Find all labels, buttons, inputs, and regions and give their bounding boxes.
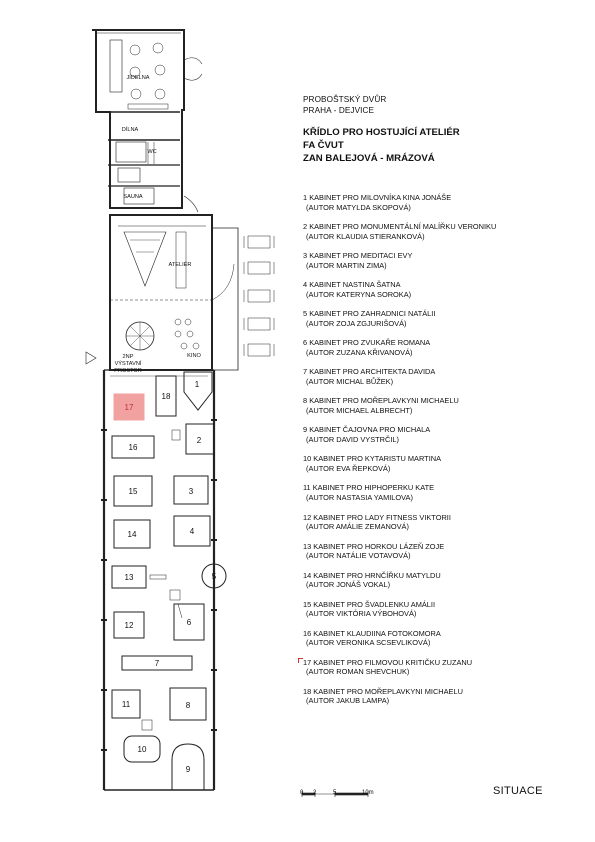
plan-outline-wing xyxy=(104,370,214,790)
legend-item-number: 14 xyxy=(303,570,312,580)
legend-item-2 xyxy=(303,222,583,251)
legend-item-11 xyxy=(303,483,583,512)
cabinet-label-7: 7 xyxy=(154,659,160,668)
room-label-atelier: ATELIÉR xyxy=(168,262,192,268)
legend-item-number: 1 xyxy=(303,193,308,202)
cabinet-label-5: 5 xyxy=(211,572,217,581)
scale-label-2: 2 xyxy=(313,790,317,796)
legend-item-name: KABINET PRO MEDITACI EVY xyxy=(309,251,413,261)
legend-item-title xyxy=(303,425,583,435)
scale-label-0: 0 xyxy=(300,790,304,796)
cabinet-label-13: 13 xyxy=(124,573,134,582)
legend-item-9 xyxy=(303,425,583,454)
legend-highlight-marker xyxy=(298,658,303,663)
legend-item-12 xyxy=(303,513,583,542)
legend-item-name: KABINET PRO ZVUKAŘE ROMANA xyxy=(309,338,431,348)
legend-item-name: KABINET PRO HORKOU LÁZEŇ ZOJE xyxy=(313,541,445,551)
legend-item-name: KABINET PRO FILMOVOU KRITIČKU ZUZANU xyxy=(313,657,473,667)
legend-item-18 xyxy=(303,687,583,716)
legend-item-title xyxy=(303,338,583,348)
legend-item-title xyxy=(303,193,583,203)
legend-item-title xyxy=(303,454,583,464)
cabinet-label-17: 17 xyxy=(124,403,134,412)
legend-item-title xyxy=(303,309,583,319)
legend-item-number: 15 xyxy=(303,599,312,609)
legend-item-author: (AUTOR MATYLDA SKOPOVÁ) xyxy=(306,202,411,212)
legend-item-5 xyxy=(303,309,583,338)
cabinet-label-3: 3 xyxy=(188,487,194,496)
legend-item-title xyxy=(303,513,583,523)
legend-item-number: 13 xyxy=(303,541,312,551)
legend-item-8 xyxy=(303,396,583,425)
room-label-wc: WC xyxy=(147,149,157,155)
legend-item-number: 6 xyxy=(303,338,308,348)
legend-item-name: KABINET ČAJOVNA PRO MICHALA xyxy=(309,425,431,435)
legend-item-3 xyxy=(303,251,583,280)
legend-item-title xyxy=(303,280,583,290)
header-line-2: PRAHA - DEJVICE xyxy=(303,106,375,115)
legend-item-title xyxy=(303,658,583,668)
legend-item-6 xyxy=(303,338,583,367)
legend-item-author: (AUTOR ZOJA ZGJURIŠOVÁ) xyxy=(306,318,407,328)
legend-item-author: (AUTOR ZUZANA KŘIVANOVÁ) xyxy=(306,347,413,357)
legend-item-name: KABINET PRO MOŘEPLAVKYNI MICHAELU xyxy=(309,396,459,406)
title-line-1: KŘÍDLO PRO HOSTUJÍCÍ ATELIÉR xyxy=(303,127,460,138)
legend-item-author: (AUTOR JONÁŠ VOKAL) xyxy=(306,580,391,590)
legend-item-13 xyxy=(303,542,583,571)
cabinet-legend xyxy=(303,193,583,716)
legend-item-title xyxy=(303,367,583,377)
legend-item-name: KABINET PRO KYTARISTU MARTINA xyxy=(313,454,442,464)
legend-item-number: 8 xyxy=(303,396,308,406)
cabinet-label-2: 2 xyxy=(196,436,202,445)
legend-item-17 xyxy=(303,658,583,687)
legend-item-author: (AUTOR MICHAEL ALBRECHT) xyxy=(306,405,413,415)
cabinet-label-14: 14 xyxy=(127,530,137,539)
legend-item-author: (AUTOR KLAUDIA STIERANKOVÁ) xyxy=(306,231,425,241)
cabinet-label-1: 1 xyxy=(194,380,200,389)
legend-item-author: (AUTOR NATÁLIE VOTAVOVÁ) xyxy=(306,551,411,561)
cabinet-1-shape xyxy=(184,372,212,410)
cabinet-label-12: 12 xyxy=(124,621,134,630)
legend-item-4 xyxy=(303,280,583,309)
legend-item-author: (AUTOR MICHAL BŮŽEK) xyxy=(306,376,394,386)
legend-item-name: KABINET PRO HRNČÍŘKU MATYLDU xyxy=(313,570,441,580)
legend-item-10 xyxy=(303,454,583,483)
cabinet-label-6: 6 xyxy=(186,618,192,627)
legend-item-number: 10 xyxy=(303,454,312,464)
scale-label-10: 10m xyxy=(362,790,374,796)
drawing-title-situace: SITUACE xyxy=(493,785,543,797)
legend-item-name: KABINET KLAUDIINA FOTOKOMORA xyxy=(313,628,441,638)
legend-item-author: (AUTOR KATERYNA SOROKA) xyxy=(306,289,412,299)
cabinet-label-11: 11 xyxy=(121,700,131,709)
legend-item-title xyxy=(303,251,583,261)
room-label-jidelna: JÍDELNA xyxy=(126,75,150,81)
legend-item-15 xyxy=(303,600,583,629)
cabinet-label-15: 15 xyxy=(128,487,138,496)
room-label-vystavni-2: VÝSTAVNÍ xyxy=(114,361,142,367)
room-label-dilna: DÍLNA xyxy=(121,127,139,133)
room-label-vystavni-1: 2NP xyxy=(122,354,134,360)
legend-item-number: 18 xyxy=(303,686,312,696)
legend-item-author: (AUTOR MARTIN ZIMA) xyxy=(306,260,387,270)
legend-item-title xyxy=(303,571,583,581)
legend-item-14 xyxy=(303,571,583,600)
legend-item-title xyxy=(303,542,583,552)
room-label-sauna: SAUNA xyxy=(123,194,143,200)
cabinet-label-18: 18 xyxy=(161,392,171,401)
room-label-kino: KINO xyxy=(187,353,201,359)
header-line-1: PROBOŠTSKÝ DVŮR xyxy=(303,95,387,104)
legend-item-number: 9 xyxy=(303,425,308,435)
legend-item-author: (AUTOR JAKUB LAMPA) xyxy=(306,696,390,706)
legend-item-name: KABINET PRO HIPHOPERKU KATE xyxy=(312,483,435,493)
legend-item-title xyxy=(303,600,583,610)
legend-item-title xyxy=(303,222,583,232)
legend-item-title xyxy=(303,687,583,697)
legend-item-title xyxy=(303,483,583,493)
title-line-2: FA ČVUT xyxy=(303,140,344,151)
legend-item-1 xyxy=(303,193,583,222)
legend-item-author: (AUTOR DAVID VYSTRČIL) xyxy=(306,434,399,444)
legend-item-author: (AUTOR NASTASIA YAMILOVA) xyxy=(306,493,413,503)
legend-item-number: 4 xyxy=(303,280,308,290)
legend-item-name: KABINET NASTINA ŠATNA xyxy=(309,280,401,290)
legend-item-name: KABINET PRO ZAHRADNICI NATÁLII xyxy=(309,309,436,319)
legend-item-name: KABINET PRO ARCHITEKTA DAVIDA xyxy=(309,367,436,377)
legend-item-number: 16 xyxy=(303,628,312,638)
legend-item-number: 12 xyxy=(303,512,312,522)
legend-item-author: (AUTOR EVA ŘEPKOVÁ) xyxy=(306,464,391,474)
cabinet-label-10: 10 xyxy=(137,745,147,754)
cabinet-label-8: 8 xyxy=(185,701,191,710)
legend-item-7 xyxy=(303,367,583,396)
legend-item-author: (AUTOR ROMAN SHEVCHUK) xyxy=(306,667,410,677)
legend-item-title xyxy=(303,629,583,639)
legend-item-name: KABINET PRO LADY FITNESS VIKTORII xyxy=(313,512,451,522)
legend-item-author: (AUTOR VERONIKA SCSEVLIKOVÁ) xyxy=(306,638,431,648)
legend-item-name: KABINET PRO MILOVNÍKA KINA JONÁŠE xyxy=(309,193,452,202)
legend-item-16 xyxy=(303,629,583,658)
cabinet-label-9: 9 xyxy=(185,765,191,774)
plan-outline-atelier xyxy=(110,215,212,370)
legend-item-name: KABINET PRO ŠVADLENKU AMÁLII xyxy=(313,599,436,609)
title-line-3: ZAN BALEJOVÁ - MRÁZOVÁ xyxy=(303,153,435,164)
legend-item-name: KABINET PRO MOŘEPLAVKYNI MICHAELU xyxy=(313,686,463,696)
cabinet-label-16: 16 xyxy=(128,443,138,452)
legend-item-name: KABINET PRO MONUMENTÁLNÍ MALÍŘKU VERONIKU xyxy=(309,222,497,232)
legend-item-number: 11 xyxy=(303,483,311,493)
legend-item-title xyxy=(303,396,583,406)
room-label-vystavni-3: PROSTOR xyxy=(114,368,142,374)
legend-item-number: 5 xyxy=(303,309,308,319)
legend-item-number: 2 xyxy=(303,222,308,232)
terrace-tables xyxy=(244,236,274,356)
legend-item-number: 3 xyxy=(303,251,308,261)
cabinet-label-4: 4 xyxy=(189,527,195,536)
plan-outline-north xyxy=(92,30,184,208)
scale-label-5: 5 xyxy=(333,790,337,796)
legend-item-number: 7 xyxy=(303,367,308,377)
legend-item-author: (AUTOR VIKTÓRIA VÝBOHOVÁ) xyxy=(306,609,417,619)
legend-item-author: (AUTOR AMÁLIE ZEMANOVÁ) xyxy=(306,522,409,532)
legend-item-number: 17 xyxy=(303,657,312,667)
